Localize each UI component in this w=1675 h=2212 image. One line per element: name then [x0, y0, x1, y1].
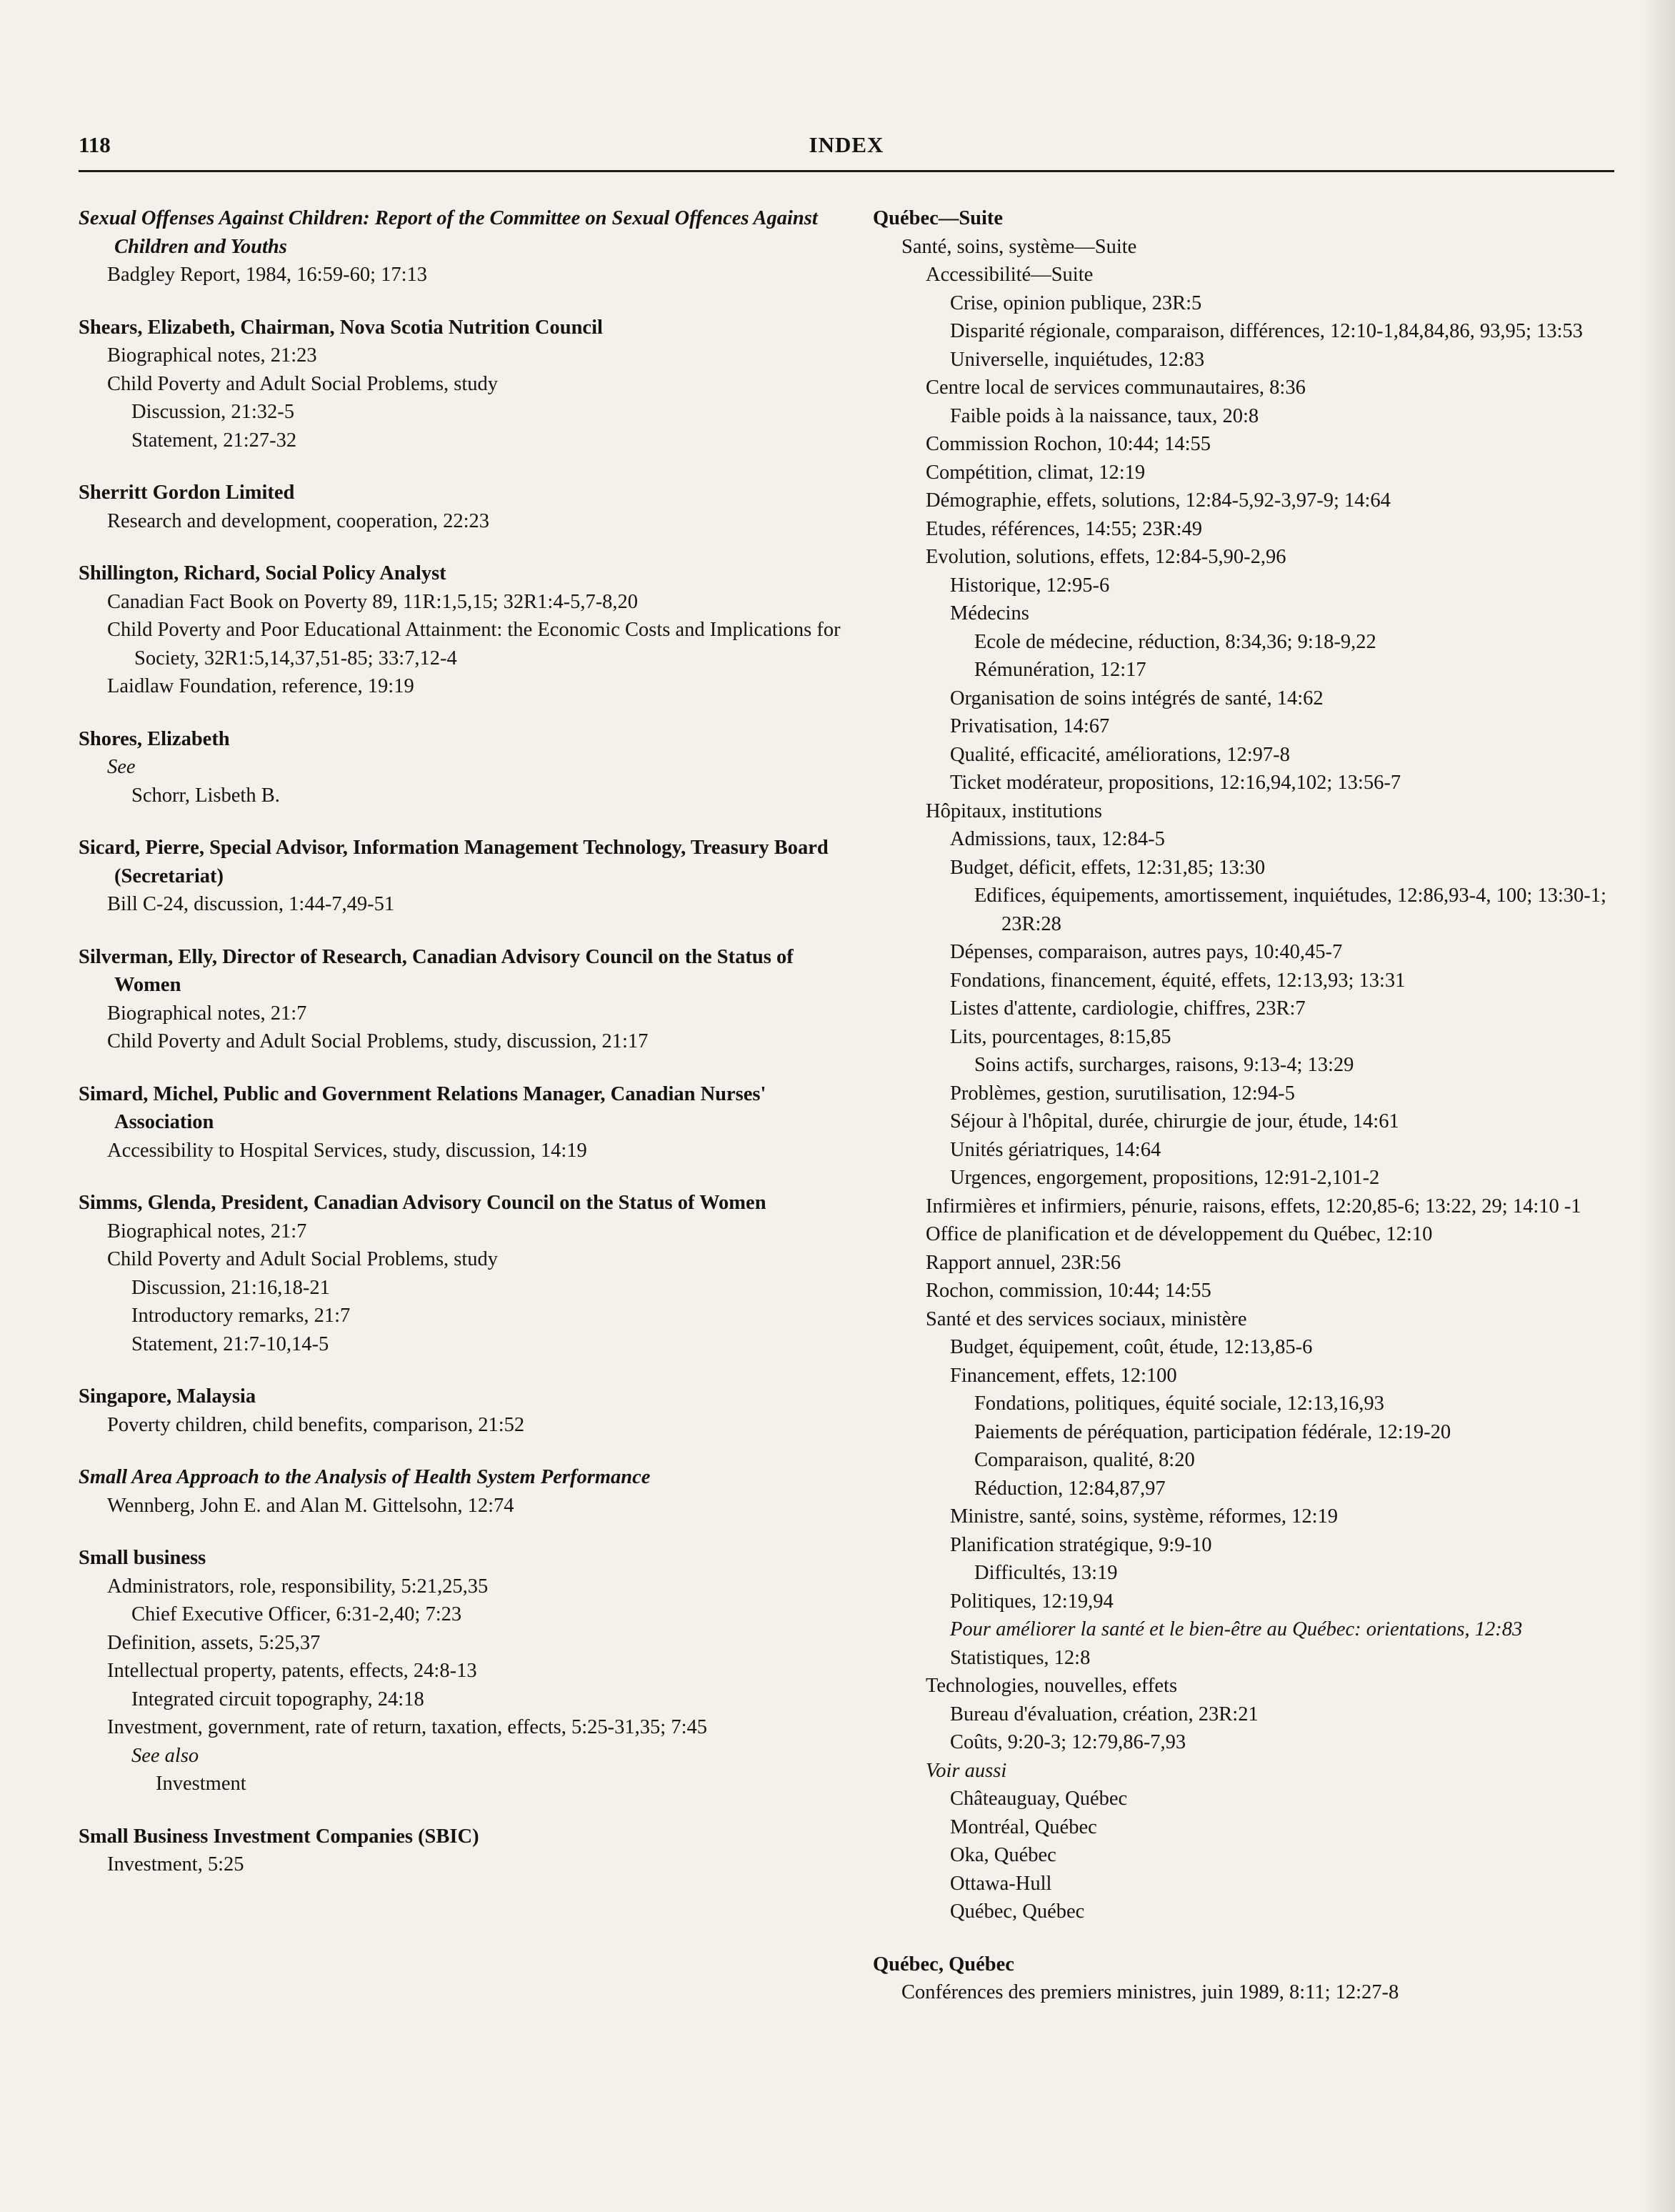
index-entry	[79, 1544, 846, 1798]
index-entry-heading: Silverman, Elly, Director of Research, Canadian Advisory Council on the Status of Women	[79, 945, 794, 996]
index-entry-heading: Sexual Offenses Against Children: Report of the Committee on Sexual Offences Against Children and Youths	[79, 207, 818, 258]
page-edge-shadow	[1643, 0, 1675, 2212]
index-subentry: See	[107, 756, 136, 778]
index-subentry: Ecole de médecine, réduction, 8:34,36; 9:18-9,22	[974, 630, 1376, 653]
index-entry	[79, 559, 846, 701]
index-entry-heading: Shillington, Richard, Social Policy Analyst	[79, 562, 446, 584]
index-subentry: Privatisation, 14:67	[950, 715, 1110, 737]
index-subentry: Infirmières et infirmiers, pénurie, raisons, effets, 12:20,85-6; 13:22, 29; 14:10 -1	[926, 1195, 1581, 1217]
index-subentry: Discussion, 21:32-5	[131, 401, 294, 423]
index-subentry: Universelle, inquiétudes, 12:83	[950, 348, 1205, 371]
page-header	[79, 132, 1614, 168]
index-subentry: Difficultés, 13:19	[974, 1562, 1118, 1584]
index-entry	[873, 1951, 1619, 2007]
index-subentry: Bill C-24, discussion, 1:44-7,49-51	[107, 893, 395, 915]
index-subentry: Budget, équipement, coût, étude, 12:13,85-6	[950, 1336, 1313, 1358]
index-subentry: Comparaison, qualité, 8:20	[974, 1449, 1195, 1471]
index-subentry: Urgences, engorgement, propositions, 12:91-2,101-2	[950, 1167, 1380, 1189]
index-entry-heading: Singapore, Malaysia	[79, 1385, 256, 1408]
index-entry	[79, 1823, 846, 1879]
header-rule	[79, 170, 1614, 172]
index-subentry: Bureau d'évaluation, création, 23R:21	[950, 1703, 1259, 1725]
index-subentry: Séjour à l'hôpital, durée, chirurgie de jour, étude, 14:61	[950, 1110, 1399, 1132]
index-subentry: Evolution, solutions, effets, 12:84-5,90-2,96	[926, 546, 1286, 568]
left-index-column	[79, 204, 846, 1903]
index-subentry: Médecins	[950, 602, 1029, 624]
index-subentry: Biographical notes, 21:23	[107, 344, 317, 367]
index-subentry: Financement, effets, 12:100	[950, 1364, 1177, 1387]
page-title: INDEX	[809, 132, 884, 157]
index-subentry: Child Poverty and Poor Educational Attainment: the Economic Costs and Implications for Society, 32R1:5,14,37,51-85; 33:7,12-4	[107, 619, 841, 669]
index-subentry: Office de planification et de développement du Québec, 12:10	[926, 1223, 1433, 1245]
index-entry	[79, 314, 846, 455]
index-subentry: Statement, 21:27-32	[131, 429, 297, 452]
index-subentry: Badgley Report, 1984, 16:59-60; 17:13	[107, 264, 428, 286]
index-subentry: Investment	[156, 1773, 246, 1795]
index-entry	[79, 1189, 846, 1358]
index-subentry: Démographie, effets, solutions, 12:84-5,92-3,97-9; 14:64	[926, 489, 1391, 512]
index-entry	[79, 1080, 846, 1165]
index-entry-heading: Simms, Glenda, President, Canadian Advisory Council on the Status of Women	[79, 1192, 766, 1214]
index-subentry: Statistiques, 12:8	[950, 1646, 1091, 1669]
index-subentry: Unités gériatriques, 14:64	[950, 1138, 1161, 1161]
index-entry-heading: Shores, Elizabeth	[79, 727, 230, 750]
right-index-column	[873, 204, 1619, 2031]
index-subentry: Conférences des premiers ministres, juin 1989, 8:11; 12:27-8	[901, 1981, 1399, 2003]
index-entry-heading: Québec—Suite	[873, 207, 1004, 229]
index-subentry: Accessibilité—Suite	[926, 264, 1094, 286]
index-subentry: Fondations, politiques, équité sociale, 12:13,16,93	[974, 1393, 1384, 1415]
index-subentry: Child Poverty and Adult Social Problems, study	[107, 1248, 499, 1270]
index-subentry: Technologies, nouvelles, effets	[926, 1675, 1178, 1697]
index-subentry: Statement, 21:7-10,14-5	[131, 1332, 329, 1355]
index-subentry: Montréal, Québec	[950, 1815, 1097, 1838]
page-number: 118	[79, 132, 111, 157]
index-subentry: Politiques, 12:19,94	[950, 1590, 1114, 1613]
index-entry-heading: Small Area Approach to the Analysis of Health System Performance	[79, 1466, 651, 1488]
index-subentry: Investment, 5:25	[107, 1853, 244, 1875]
index-subentry: Faible poids à la naissance, taux, 20:8	[950, 404, 1259, 427]
index-entry	[79, 1382, 846, 1439]
index-entry	[79, 834, 846, 919]
index-subentry: Listes d'attente, cardiologie, chiffres, 23R:7	[950, 997, 1306, 1020]
index-entry-heading: Sicard, Pierre, Special Advisor, Information Management Technology, Treasury Board (Secretariat)	[79, 837, 829, 887]
index-subentry: Compétition, climat, 12:19	[926, 461, 1146, 484]
index-subentry: Investment, government, rate of return, taxation, effects, 5:25-31,35; 7:45	[107, 1716, 707, 1738]
index-subentry: Edifices, équipements, amortissement, inquiétudes, 12:86,93-4, 100; 13:30-1; 23R:28	[974, 885, 1606, 935]
index-subentry: Centre local de services communautaires, 8:36	[926, 377, 1306, 399]
index-subentry: Biographical notes, 21:7	[107, 1002, 307, 1025]
index-subentry: Laidlaw Foundation, reference, 19:19	[107, 675, 414, 697]
index-subentry: Accessibility to Hospital Services, study, discussion, 14:19	[107, 1139, 587, 1162]
index-subentry: Child Poverty and Adult Social Problems, study, discussion, 21:17	[107, 1030, 649, 1052]
index-subentry: Rapport annuel, 23R:56	[926, 1251, 1121, 1274]
index-entry-heading: Shears, Elizabeth, Chairman, Nova Scotia Nutrition Council	[79, 316, 603, 339]
index-subentry: Dépenses, comparaison, autres pays, 10:40,45-7	[950, 941, 1343, 963]
index-subentry: Fondations, financement, équité, effets, 12:13,93; 13:31	[950, 969, 1406, 992]
index-subentry: Introductory remarks, 21:7	[131, 1305, 351, 1327]
index-subentry: Châteauguay, Québec	[950, 1788, 1128, 1810]
index-subentry: Definition, assets, 5:25,37	[107, 1631, 321, 1654]
index-subentry: Historique, 12:95-6	[950, 574, 1110, 597]
index-entry-heading: Sherritt Gordon Limited	[79, 482, 295, 504]
index-subentry: Réduction, 12:84,87,97	[974, 1477, 1166, 1500]
index-subentry: Santé, soins, système—Suite	[901, 235, 1137, 258]
index-subentry: Chief Executive Officer, 6:31-2,40; 7:23	[131, 1603, 462, 1625]
index-subentry: Child Poverty and Adult Social Problems, study	[107, 372, 499, 395]
index-entry-heading: Small Business Investment Companies (SBIC)	[79, 1825, 479, 1848]
index-subentry: Pour améliorer la santé et le bien-être au Québec: orientations, 12:83	[950, 1618, 1523, 1640]
index-subentry: Voir aussi	[926, 1759, 1007, 1782]
index-subentry: Coûts, 9:20-3; 12:79,86-7,93	[950, 1731, 1186, 1753]
index-entry	[79, 943, 846, 1056]
index-subentry: See also	[131, 1744, 199, 1767]
index-entry	[79, 1463, 846, 1520]
index-subentry: Planification stratégique, 9:9-10	[950, 1533, 1212, 1556]
index-subentry: Qualité, efficacité, améliorations, 12:97-8	[950, 743, 1290, 766]
index-subentry: Integrated circuit topography, 24:18	[131, 1688, 424, 1710]
index-subentry: Canadian Fact Book on Poverty 89, 11R:1,5,15; 32R1:4-5,7-8,20	[107, 590, 639, 613]
index-entry-heading: Small business	[79, 1547, 206, 1569]
index-subentry: Rémunération, 12:17	[974, 659, 1146, 681]
index-subentry: Biographical notes, 21:7	[107, 1220, 307, 1242]
index-subentry: Québec, Québec	[950, 1900, 1085, 1923]
index-subentry: Wennberg, John E. and Alan M. Gittelsohn, 12:74	[107, 1494, 514, 1517]
index-subentry: Disparité régionale, comparaison, différences, 12:10-1,84,84,86, 93,95; 13:53	[950, 320, 1583, 342]
index-subentry: Crise, opinion publique, 23R:5	[950, 292, 1202, 314]
index-subentry: Oka, Québec	[950, 1844, 1056, 1866]
index-subentry: Intellectual property, patents, effects, 24:8-13	[107, 1660, 477, 1682]
index-entry	[79, 204, 846, 289]
index-subentry: Organisation de soins intégrés de santé, 14:62	[950, 687, 1324, 709]
index-subentry: Ministre, santé, soins, système, réformes, 12:19	[950, 1505, 1339, 1528]
index-subentry: Ottawa-Hull	[950, 1872, 1052, 1895]
index-subentry: Discussion, 21:16,18-21	[131, 1276, 330, 1299]
index-subentry: Lits, pourcentages, 8:15,85	[950, 1025, 1171, 1048]
index-entry	[873, 204, 1619, 1926]
index-subentry: Schorr, Lisbeth B.	[131, 784, 280, 807]
index-subentry: Etudes, références, 14:55; 23R:49	[926, 517, 1203, 540]
index-subentry: Budget, déficit, effets, 12:31,85; 13:30	[950, 856, 1266, 879]
index-subentry: Admissions, taux, 12:84-5	[950, 828, 1165, 850]
index-entry-heading: Québec, Québec	[873, 1953, 1014, 1976]
index-subentry: Paiements de péréquation, participation fédérale, 12:19-20	[974, 1420, 1451, 1443]
index-entry-heading: Simard, Michel, Public and Government Relations Manager, Canadian Nurses' Association	[79, 1082, 766, 1133]
index-subentry: Research and development, cooperation, 22:23	[107, 509, 489, 532]
index-subentry: Commission Rochon, 10:44; 14:55	[926, 433, 1211, 455]
index-subentry: Problèmes, gestion, surutilisation, 12:94-5	[950, 1082, 1295, 1105]
index-subentry: Administrators, role, responsibility, 5:21,25,35	[107, 1575, 489, 1598]
index-entry	[79, 479, 846, 535]
index-entry	[79, 725, 846, 810]
index-subentry: Santé et des services sociaux, ministère	[926, 1307, 1247, 1330]
index-subentry: Soins actifs, surcharges, raisons, 9:13-4; 13:29	[974, 1054, 1354, 1076]
index-subentry: Hôpitaux, institutions	[926, 799, 1103, 822]
index-subentry: Poverty children, child benefits, comparison, 21:52	[107, 1413, 525, 1436]
index-subentry: Ticket modérateur, propositions, 12:16,94,102; 13:56-7	[950, 772, 1401, 794]
index-subentry: Rochon, commission, 10:44; 14:55	[926, 1280, 1211, 1302]
